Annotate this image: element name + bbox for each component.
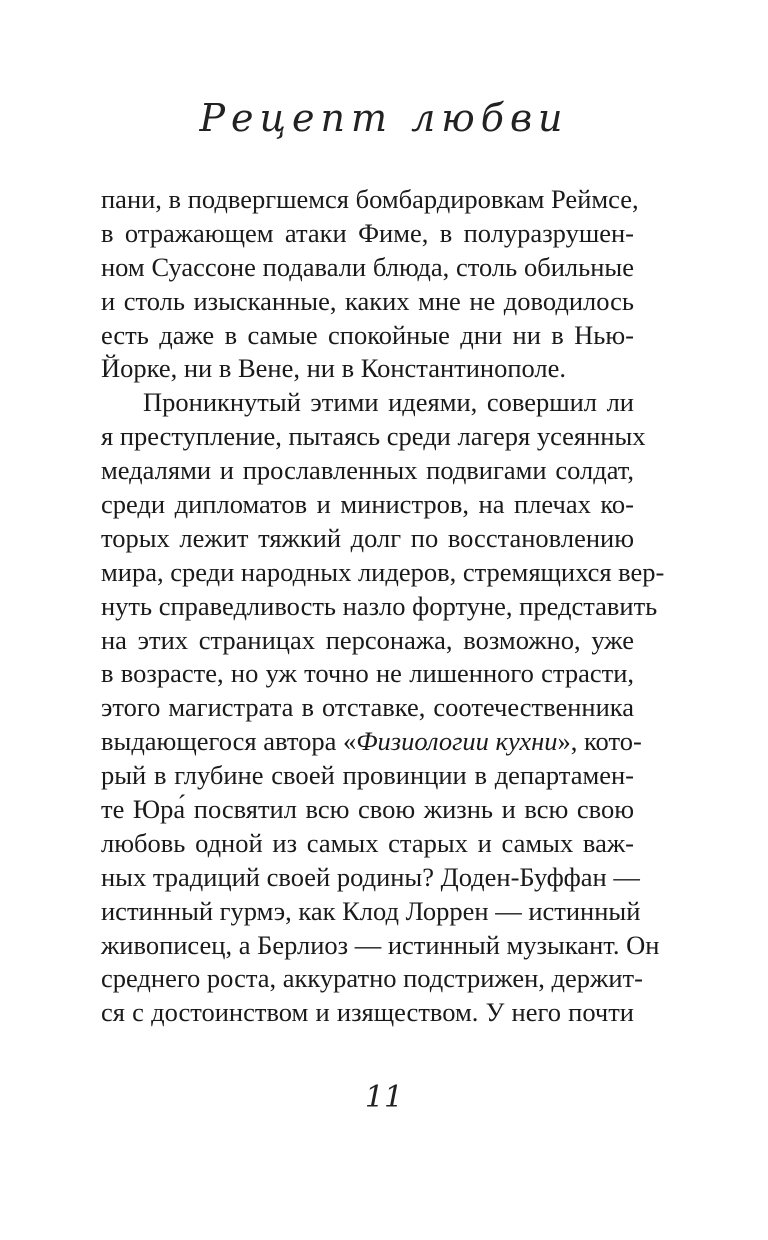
text-line: медалями и прославленных подвигами солдат, xyxy=(101,455,634,486)
text-line: истинный гурмэ, как Клод Лоррен — истинный xyxy=(101,895,641,926)
text-line: и столь изысканные, каких мне не доводилось xyxy=(101,285,634,316)
text-line: в отражающем атаки Фиме, в полуразрушен- xyxy=(101,217,634,248)
text-line: Йорке, ни в Вене, ни в Константинополе. xyxy=(101,353,567,384)
text-line-with-book-title xyxy=(101,725,642,759)
text-line: пани, в подвергшемся бомбардировкам Реймсе, xyxy=(101,184,639,214)
text-line: нуть справедливость назло фортуне, представить xyxy=(101,590,658,621)
paragraph-first-line: Проникнутый этими идеями, совершил ли xyxy=(143,387,634,418)
text-line: ном Суассоне подавали блюда, столь обильные xyxy=(101,251,634,282)
text-line: мира, среди народных лидеров, стремящихся вер- xyxy=(101,556,665,587)
text-line: живописец, а Берлиоз — истинный музыкант. Он xyxy=(101,929,660,960)
body-text xyxy=(101,183,665,1030)
text-line: торых лежит тяжкий долг по восстановлению xyxy=(101,522,634,553)
book-title: Физиологии кухни xyxy=(356,726,558,757)
text-line: любовь одной из самых старых и самых важ- xyxy=(101,827,634,858)
text-line: ся с достоинством и изяществом. У него почти xyxy=(101,997,634,1028)
text-line: на этих страницах персонажа, возможно, уже xyxy=(101,624,634,655)
text-line: те Юра́ посвятил всю свою жизнь и всю свою xyxy=(101,794,634,825)
page-number: 11 xyxy=(364,1080,404,1115)
text-line: есть даже в самые спокойные дни ни в Нью- xyxy=(101,319,634,350)
text-line: среди дипломатов и министров, на плечах ко- xyxy=(101,489,634,520)
text-line: рый в глубине своей провинции в департамен- xyxy=(101,760,634,791)
text-before-title: выдающегося автора « xyxy=(101,726,357,757)
text-line: в возрасте, но уж точно не лишенного страсти, xyxy=(101,658,634,689)
text-line: я преступление, пытаясь среди лагеря усеянных xyxy=(101,421,646,452)
text-line: этого магистрата в отставке, соотечественника xyxy=(101,692,634,723)
text-line: ных традиций своей родины? Доден-Буффан — xyxy=(101,861,640,892)
running-head-title: Рецепт любви xyxy=(199,96,569,140)
text-after-title: », кото- xyxy=(557,726,642,757)
text-line: среднего роста, аккуратно подстрижен, держит- xyxy=(101,963,643,994)
